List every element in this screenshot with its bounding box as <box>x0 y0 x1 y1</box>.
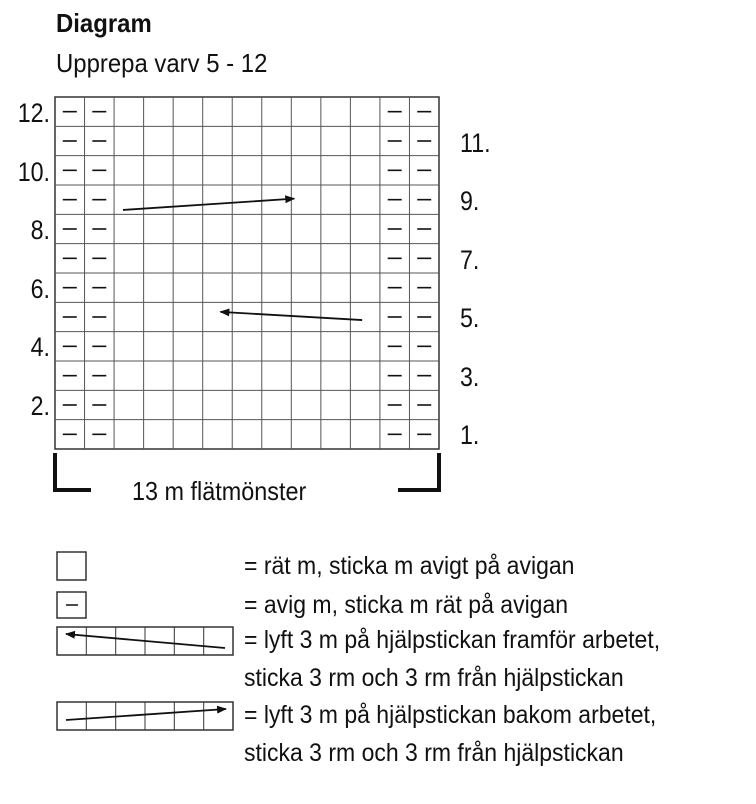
row-label-4: 4. <box>30 332 50 362</box>
row-label-5: 5. <box>460 303 480 333</box>
legend-text-cable-back-2: sticka 3 rm och 3 rm från hjälpstickan <box>244 739 624 767</box>
legend-text-cable-back-1: = lyft 3 m på hjälpstickan bakom arbetet, <box>244 701 657 729</box>
row-label-7: 7. <box>460 245 480 275</box>
row-label-2: 2. <box>30 391 50 421</box>
bracket-caption: 13 m flätmönster <box>132 476 307 506</box>
legend-symbol-knit <box>57 552 86 580</box>
row-label-11: 11. <box>460 128 491 158</box>
row-label-3: 3. <box>460 362 480 392</box>
row-label-8: 8. <box>30 215 50 245</box>
legend-symbol-cable-back <box>57 702 233 730</box>
legend-text-knit: = rät m, sticka m avigt på avigan <box>244 552 575 580</box>
diagram-subtitle: Upprepa varv 5 - 12 <box>56 48 268 78</box>
row-label-10: 10. <box>17 157 50 187</box>
row-label-1: 1. <box>460 420 480 450</box>
legend-text-cable-front-1: = lyft 3 m på hjälpstickan framför arbetet, <box>244 626 661 654</box>
legend-symbol-cable-front <box>57 627 233 655</box>
legend-text-cable-front-2: sticka 3 rm och 3 rm från hjälpstickan <box>244 664 624 692</box>
legend-text-purl: = avig m, sticka m rät på avigan <box>244 591 569 619</box>
row-label-6: 6. <box>30 274 50 304</box>
row-label-9: 9. <box>460 186 480 216</box>
row-label-12: 12. <box>17 98 50 128</box>
diagram-title: Diagram <box>56 8 152 38</box>
